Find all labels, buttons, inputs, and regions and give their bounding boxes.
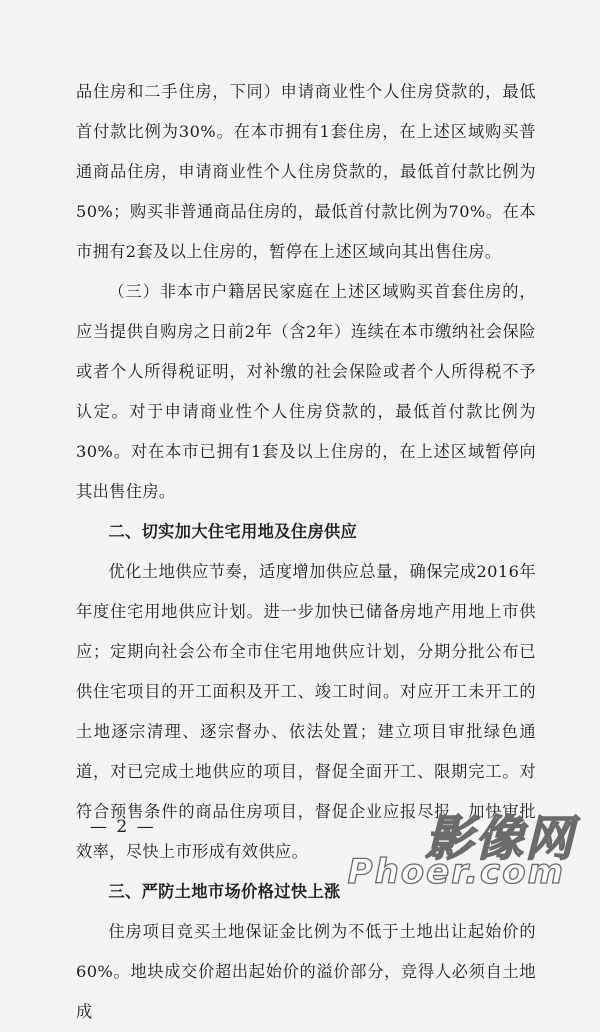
watermark-english-text: Phoer.com	[347, 852, 565, 892]
watermark-chinese-text: 影像网	[424, 811, 575, 867]
paragraph-land-price: 住房项目竞买土地保证金比例为不低于土地出让起始价的60%。地块成交价超出起始价的溢价部分，竞得人必须自土地成	[76, 922, 536, 1021]
paragraph-land-supply: 优化土地供应节奏，适度增加供应总量，确保完成2016年年度住宅用地供应计划。进一步加快已储备房地产用地上市供应；定期向社会公布全市住宅用地供应计划，分期分批公布已供住宅项目的开工面积及开工、竣工时间。对应开工未开工的土地逐宗清理、逐宗督办、依法处置；建立项目审批绿色通道，对已完成土地供应的项目，督促全面开工、限期完工。对符合预售条件的商品住房项目，督促企业应报尽报，加快审批效率，尽快上市形成有效供应。	[76, 562, 536, 861]
watermark-logo	[347, 800, 585, 900]
paragraph-item-three: （三）非本市户籍居民家庭在上述区域购买首套住房的，应当提供自购房之日前2年（含2年）连续在本市缴纳社会保险或者个人所得税证明，对补缴的社会保险或者个人所得税不予认定。对于申请商业性个人住房贷款的，最低首付款比例为30%。对在本市已拥有1套及以上住房的，在上述区域暂停向其出售住房。	[76, 282, 536, 501]
paragraph-continued: 品住房和二手住房，下同）申请商业性个人住房贷款的，最低首付款比例为30%。在本市拥有1套住房，在上述区域购买普通商品住房，申请商业性个人住房贷款的，最低首付款比例为50%；购买非普通商品住房的，最低首付款比例为70%。在本市拥有2套及以上住房的，暂停在上述区域向其出售住房。	[76, 82, 536, 261]
section-heading-three: 三、严防土地市场价格过快上涨	[108, 882, 341, 901]
page-number: — 2 —	[90, 817, 156, 837]
section-heading-two: 二、切实加大住宅用地及住房供应	[108, 522, 358, 541]
